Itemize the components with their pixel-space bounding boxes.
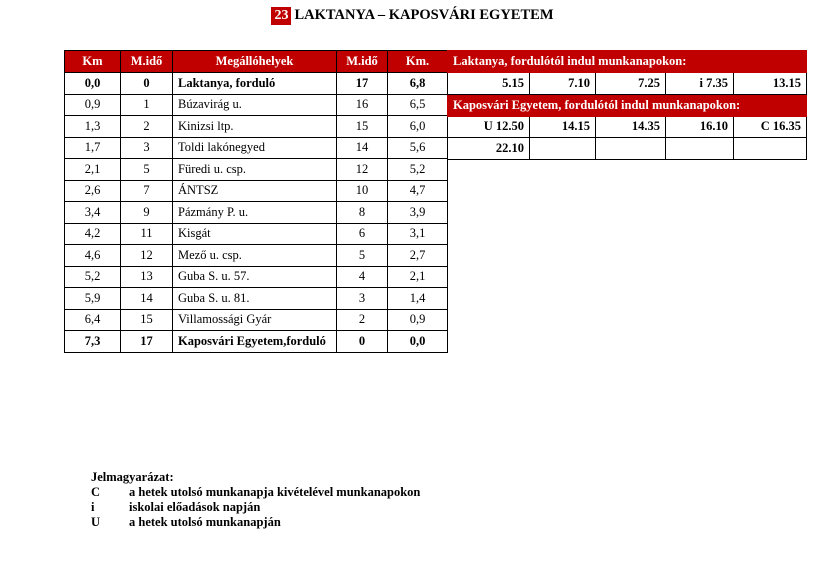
header-km-return: Km. xyxy=(388,51,448,73)
stop-km: 1,7 xyxy=(65,137,121,159)
stop-name: Búzavirág u. xyxy=(173,94,337,116)
legend-item xyxy=(91,515,420,530)
departure-time: U 12.50 xyxy=(448,116,530,138)
stop-km: 2,6 xyxy=(65,180,121,202)
stop-time: 15 xyxy=(121,309,173,331)
departure-time xyxy=(596,138,666,160)
stop-name: Guba S. u. 81. xyxy=(173,288,337,310)
departure-time: 16.10 xyxy=(666,116,734,138)
stop-km-return: 2,1 xyxy=(388,266,448,288)
stop-km-return: 6,0 xyxy=(388,116,448,138)
stop-time-return: 0 xyxy=(337,331,388,353)
page-title xyxy=(0,5,825,25)
stop-time: 17 xyxy=(121,331,173,353)
laktanya-times-row xyxy=(448,73,807,95)
departure-time: i 7.35 xyxy=(666,73,734,95)
stop-km-return: 6,8 xyxy=(388,73,448,95)
stop-time-return: 6 xyxy=(337,223,388,245)
stop-km-return: 5,2 xyxy=(388,159,448,181)
stop-time-return: 3 xyxy=(337,288,388,310)
legend-code: i xyxy=(91,500,95,514)
stop-time: 5 xyxy=(121,159,173,181)
stop-row xyxy=(65,288,448,310)
stop-time: 9 xyxy=(121,202,173,224)
stop-time-return: 4 xyxy=(337,266,388,288)
stop-km: 3,4 xyxy=(65,202,121,224)
stop-km: 5,9 xyxy=(65,288,121,310)
stop-name: Toldi lakónegyed xyxy=(173,137,337,159)
stop-time-return: 16 xyxy=(337,94,388,116)
stop-row xyxy=(65,223,448,245)
stop-row xyxy=(65,331,448,353)
laktanya-departures-header: Laktanya, fordulótól indul munkanapokon: xyxy=(448,51,807,73)
egyetem-times-row xyxy=(448,116,807,138)
stop-time: 7 xyxy=(121,180,173,202)
stop-km: 4,2 xyxy=(65,223,121,245)
stop-km-return: 4,7 xyxy=(388,180,448,202)
stop-name: Pázmány P. u. xyxy=(173,202,337,224)
stop-time-return: 5 xyxy=(337,245,388,267)
stop-km: 4,6 xyxy=(65,245,121,267)
stop-km-return: 3,1 xyxy=(388,223,448,245)
departure-time: C 16.35 xyxy=(734,116,807,138)
stop-row xyxy=(65,116,448,138)
departure-time: 13.15 xyxy=(734,73,807,95)
departure-time xyxy=(530,138,596,160)
departure-time: 7.25 xyxy=(596,73,666,95)
stop-name: Füredi u. csp. xyxy=(173,159,337,181)
stop-km: 5,2 xyxy=(65,266,121,288)
stop-time-return: 2 xyxy=(337,309,388,331)
stop-time-return: 14 xyxy=(337,137,388,159)
departure-time xyxy=(734,138,807,160)
stop-time-return: 8 xyxy=(337,202,388,224)
stop-km: 2,1 xyxy=(65,159,121,181)
stop-name: Kaposvári Egyetem,forduló xyxy=(173,331,337,353)
stop-row xyxy=(65,137,448,159)
stop-km: 0,0 xyxy=(65,73,121,95)
stop-time: 2 xyxy=(121,116,173,138)
header-km: Km xyxy=(65,51,121,73)
stop-km-return: 0,9 xyxy=(388,309,448,331)
stop-km-return: 6,5 xyxy=(388,94,448,116)
stop-name: Kisgát xyxy=(173,223,337,245)
stop-km-return: 3,9 xyxy=(388,202,448,224)
legend-code: U xyxy=(91,515,101,529)
departure-time: 7.10 xyxy=(530,73,596,95)
stop-name: Laktanya, forduló xyxy=(173,73,337,95)
route-number-badge: 23 xyxy=(271,7,291,25)
legend-item xyxy=(91,485,420,500)
departure-time: 5.15 xyxy=(448,73,530,95)
stop-time-return: 15 xyxy=(337,116,388,138)
departure-time: 14.35 xyxy=(596,116,666,138)
stop-row xyxy=(65,266,448,288)
stop-time-return: 17 xyxy=(337,73,388,95)
stop-row xyxy=(65,245,448,267)
stop-time: 0 xyxy=(121,73,173,95)
legend xyxy=(91,470,420,530)
stop-row xyxy=(65,309,448,331)
stops-table xyxy=(64,50,448,353)
stop-km-return: 5,6 xyxy=(388,137,448,159)
stop-km-return: 1,4 xyxy=(388,288,448,310)
header-time: M.idő xyxy=(121,51,173,73)
stops-header-row xyxy=(65,51,448,73)
egyetem-departures-header: Kaposvári Egyetem, fordulótól indul munkanapokon: xyxy=(448,94,807,116)
stop-row xyxy=(65,94,448,116)
stop-time-return: 10 xyxy=(337,180,388,202)
stop-km: 0,9 xyxy=(65,94,121,116)
egyetem-times-row xyxy=(448,138,807,160)
legend-text: iskolai előadások napján xyxy=(129,500,261,514)
departure-time: 22.10 xyxy=(448,138,530,160)
departure-time: 14.15 xyxy=(530,116,596,138)
stop-time-return: 12 xyxy=(337,159,388,181)
stop-row xyxy=(65,180,448,202)
schedule-table xyxy=(447,50,807,160)
stop-row xyxy=(65,202,448,224)
legend-title: Jelmagyarázat: xyxy=(91,470,174,484)
legend-text: a hetek utolsó munkanapja kivételével munkanapokon xyxy=(129,485,421,499)
stop-km: 1,3 xyxy=(65,116,121,138)
stop-row xyxy=(65,73,448,95)
stop-km: 7,3 xyxy=(65,331,121,353)
departure-time xyxy=(666,138,734,160)
legend-item xyxy=(91,500,420,515)
stop-time: 11 xyxy=(121,223,173,245)
legend-code: C xyxy=(91,485,101,499)
stop-name: Villamossági Gyár xyxy=(173,309,337,331)
stop-name: Kinizsi ltp. xyxy=(173,116,337,138)
stop-km-return: 2,7 xyxy=(388,245,448,267)
route-title: LAKTANYA – KAPOSVÁRI EGYETEM xyxy=(294,7,554,23)
header-time-return: M.idő xyxy=(337,51,388,73)
stop-time: 14 xyxy=(121,288,173,310)
stop-time: 3 xyxy=(121,137,173,159)
stop-row xyxy=(65,159,448,181)
stop-km: 6,4 xyxy=(65,309,121,331)
stop-time: 12 xyxy=(121,245,173,267)
stop-name: Mező u. csp. xyxy=(173,245,337,267)
stop-time: 1 xyxy=(121,94,173,116)
header-stops: Megállóhelyek xyxy=(173,51,337,73)
legend-text: a hetek utolsó munkanapján xyxy=(129,515,281,529)
stop-time: 13 xyxy=(121,266,173,288)
stop-km-return: 0,0 xyxy=(388,331,448,353)
stop-name: ÁNTSZ xyxy=(173,180,337,202)
stop-name: Guba S. u. 57. xyxy=(173,266,337,288)
